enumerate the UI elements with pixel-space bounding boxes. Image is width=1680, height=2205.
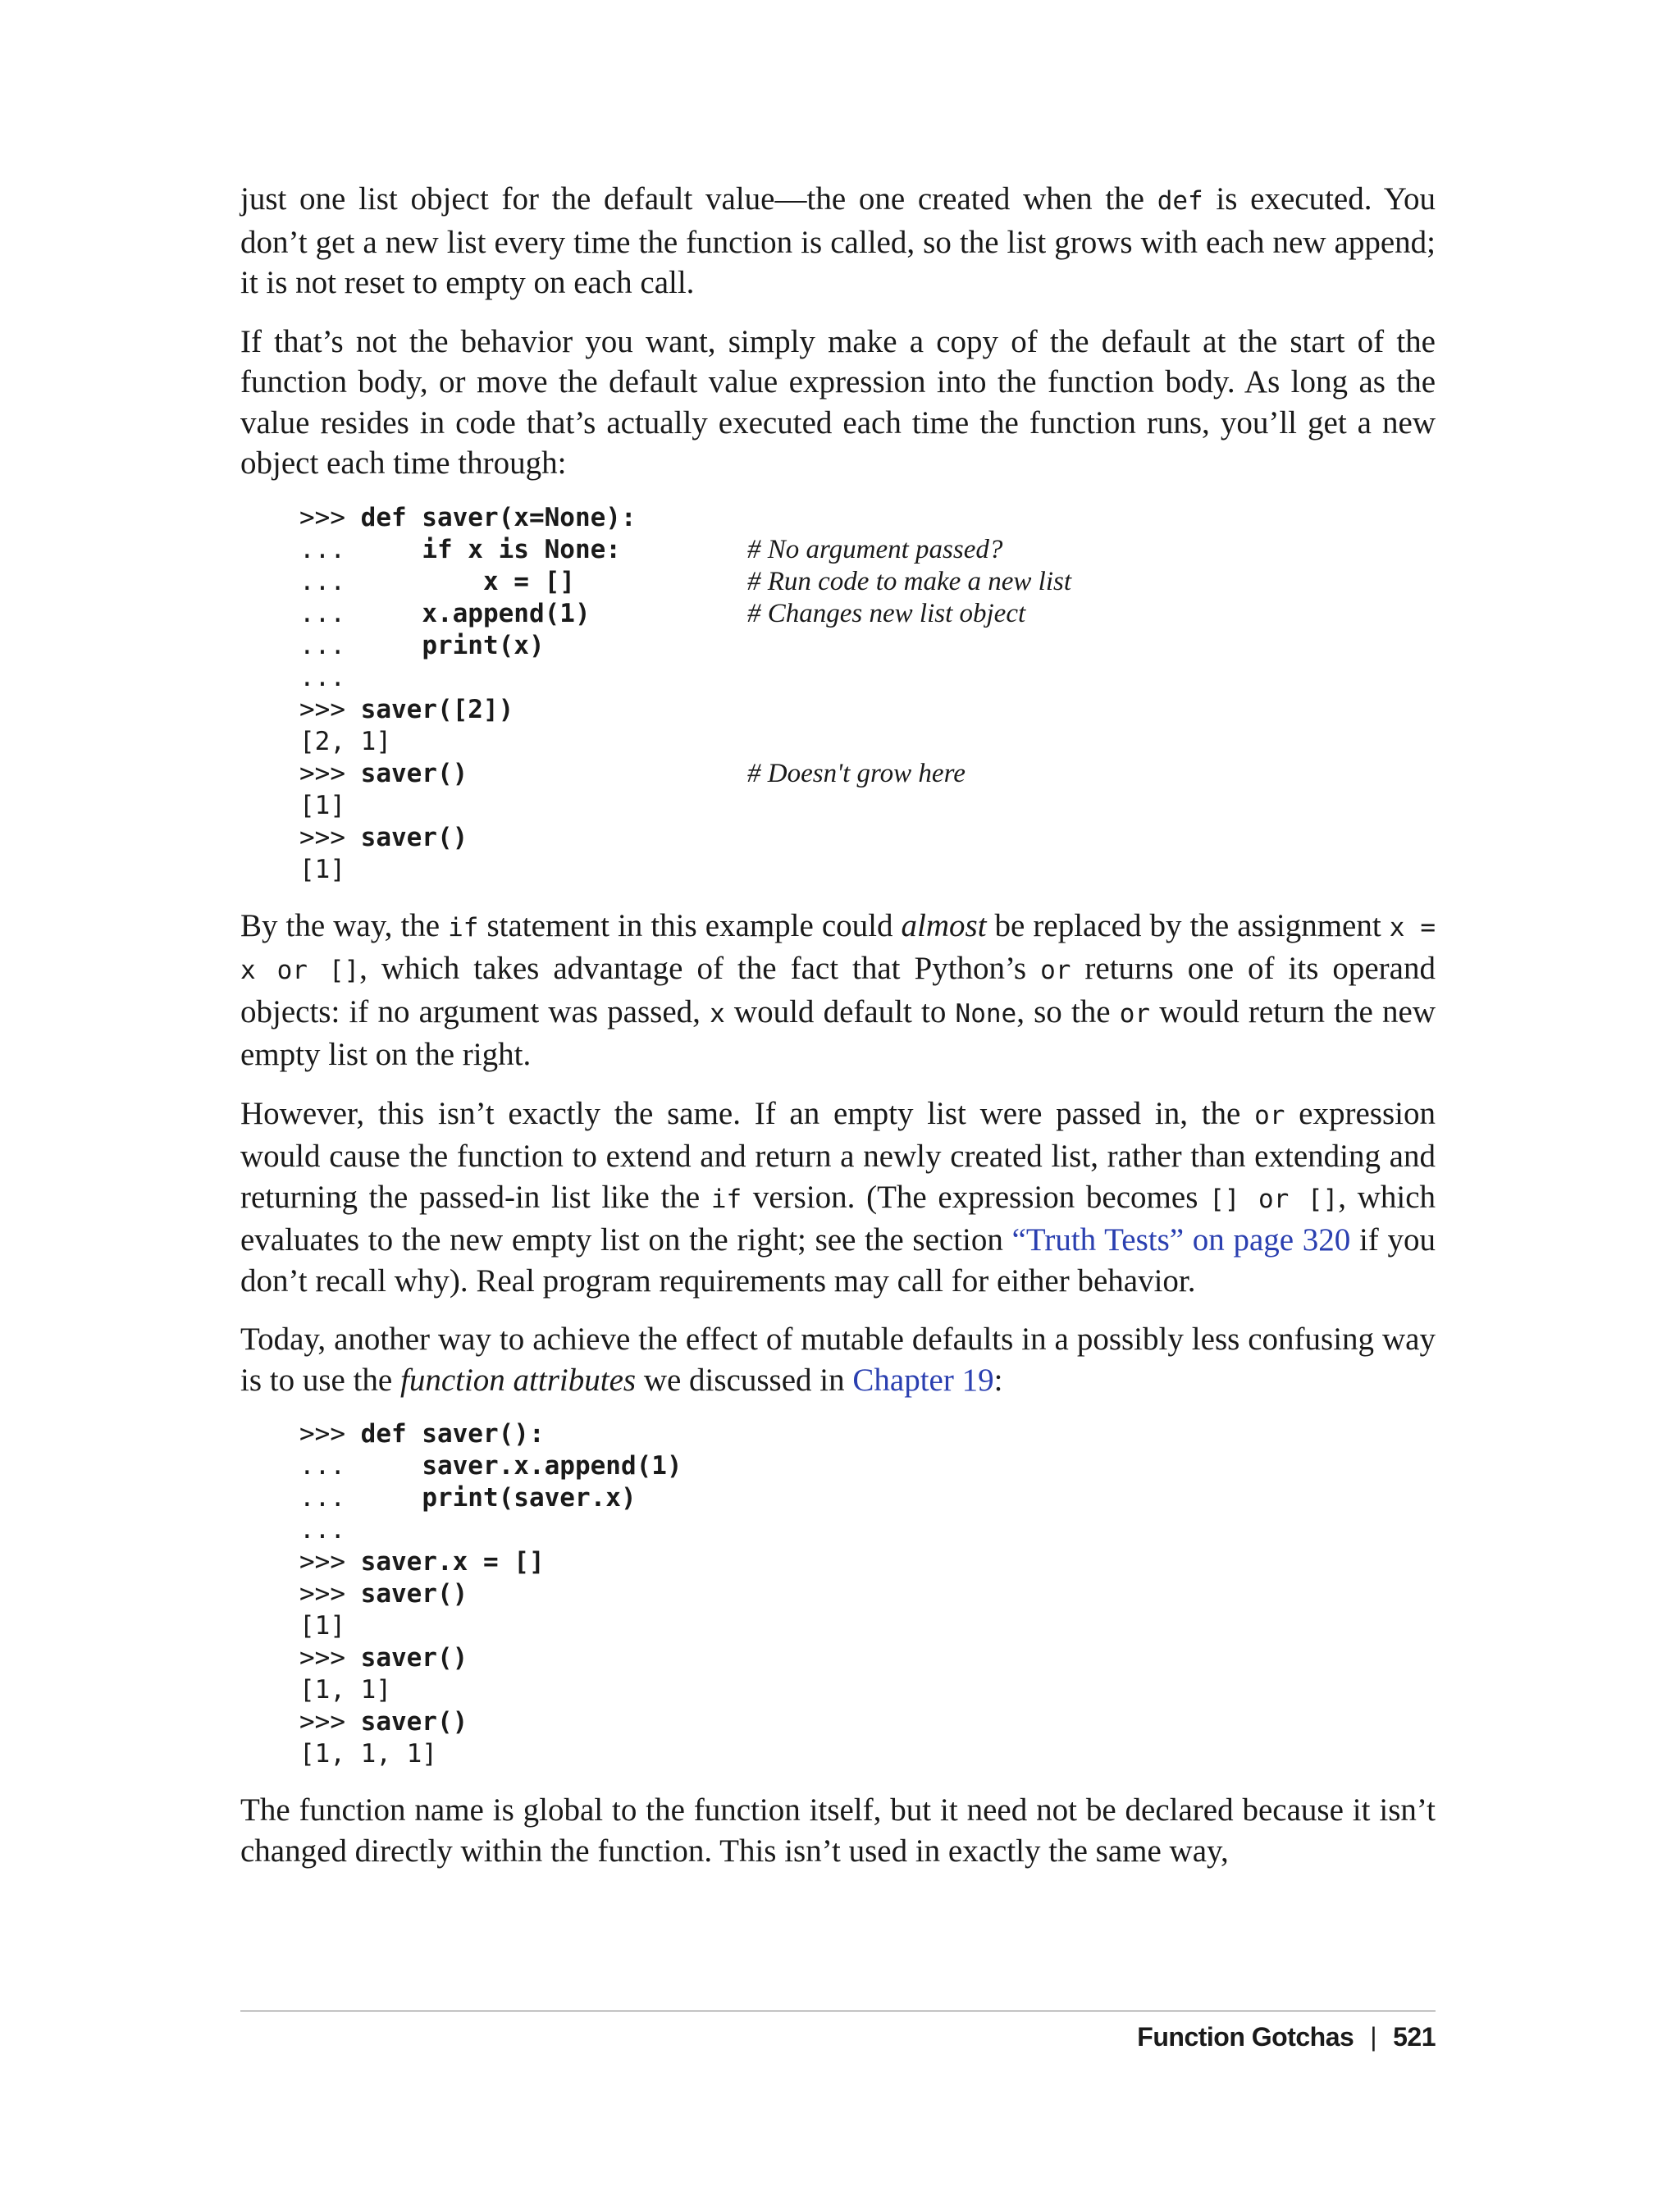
paragraph-6: The function name is global to the function itself, but it need not be declared because it isn’t changed directly within the function. This isn’t used in exactly the same way, xyxy=(240,1792,1436,1869)
code-line: ... x = [] # Run code to make a new list xyxy=(299,566,1072,596)
code-line: ... print(saver.x) xyxy=(299,1483,637,1513)
paragraph-2: If that’s not the behavior you want, simply make a copy of the default at the start of the function body, or move the default value expression into the function body. As long as the value resides in code that’s actually executed each time the function runs, you’ll get a new object each time through: xyxy=(240,323,1436,481)
paragraph-3: By the way, the if statement in this example could almost be replaced by the assignment x = x or [], which takes advantage of the fact that Python’s or returns one of its operand objects: if no argument was passed, x would default to None, so the or would return the new empty list on the right. xyxy=(240,907,1436,1072)
inline-code: or xyxy=(1040,956,1071,985)
code-line: >>> saver.x = [] xyxy=(299,1547,545,1577)
inline-code: None xyxy=(955,998,1017,1029)
paragraph-5: Today, another way to achieve the effect of mutable defaults in a possibly less confusing way is to use the function attributes we discussed in Chapter 19: xyxy=(240,1322,1436,1398)
inline-code: [] or [] xyxy=(1209,1184,1339,1214)
code-line: [1] xyxy=(299,1611,345,1641)
emphasis: function attributes xyxy=(399,1362,637,1398)
inline-code: x = x or [] xyxy=(240,912,1436,985)
code-line: >>> def saver(): xyxy=(299,1419,545,1449)
code-line: >>> saver() # Doesn't grow here xyxy=(299,758,966,788)
code-line: [1, 1, 1] xyxy=(299,1739,437,1769)
inline-code: or xyxy=(1254,1100,1285,1130)
code-line: [2, 1] xyxy=(299,726,391,756)
code-line: >>> saver() xyxy=(299,1579,468,1609)
code-line: ... x.append(1) # Changes new list object xyxy=(299,598,1026,628)
code-line: >>> saver() xyxy=(299,822,468,852)
code-line: >>> def saver(x=None): xyxy=(299,502,637,532)
inline-code: or xyxy=(1119,998,1151,1029)
code-line: ... saver.x.append(1) xyxy=(299,1451,682,1481)
code-line: ... xyxy=(299,1515,345,1545)
code-line: ... xyxy=(299,662,345,692)
running-head: Function Gotchas xyxy=(1137,2022,1354,2052)
truth-tests-link[interactable]: “Truth Tests” on page 320 xyxy=(1011,1222,1351,1258)
code-line: >>> saver([2]) xyxy=(299,694,514,724)
code-line: [1] xyxy=(299,854,345,884)
inline-code: x xyxy=(710,998,725,1029)
emphasis: almost xyxy=(901,907,987,943)
code-line: >>> saver() xyxy=(299,1707,468,1737)
code-block-1 xyxy=(299,502,1436,886)
page-number: 521 xyxy=(1393,2022,1436,2052)
page-content xyxy=(240,179,1436,1889)
code-line: [1] xyxy=(299,790,345,820)
chapter-19-link[interactable]: Chapter 19 xyxy=(852,1362,994,1398)
code-line: ... print(x) xyxy=(299,630,545,660)
paragraph-4: However, this isn’t exactly the same. If an empty list were passed in, the or expression would cause the function to extend and return a newly created list, rather than extending and returning the passed-in list like the if version. (The expression becomes [] or [], which evaluates to the new empty list on the right; see the section “Truth Tests” on page 320 if you don’t recall why). Real program requirements may call for either behavior. xyxy=(240,1095,1436,1299)
inline-code: def xyxy=(1157,186,1203,216)
paragraph-1 xyxy=(240,179,1436,304)
text-run: just one list object for the default value—the one created when the xyxy=(240,181,1157,217)
inline-code: if xyxy=(710,1184,742,1214)
code-line: [1, 1] xyxy=(299,1675,391,1705)
inline-code: if xyxy=(448,912,479,943)
code-block-2 xyxy=(299,1418,1436,1770)
code-line: ... if x is None: # No argument passed? xyxy=(299,534,1003,564)
footer-separator: | xyxy=(1370,2022,1377,2052)
code-line: >>> saver() xyxy=(299,1643,468,1673)
text-run: is executed. You don’t get a new list every time the function is called, so the list grows with each new append; it is not reset to empty on each call. xyxy=(240,181,1436,300)
page-footer xyxy=(1137,2022,1436,2052)
